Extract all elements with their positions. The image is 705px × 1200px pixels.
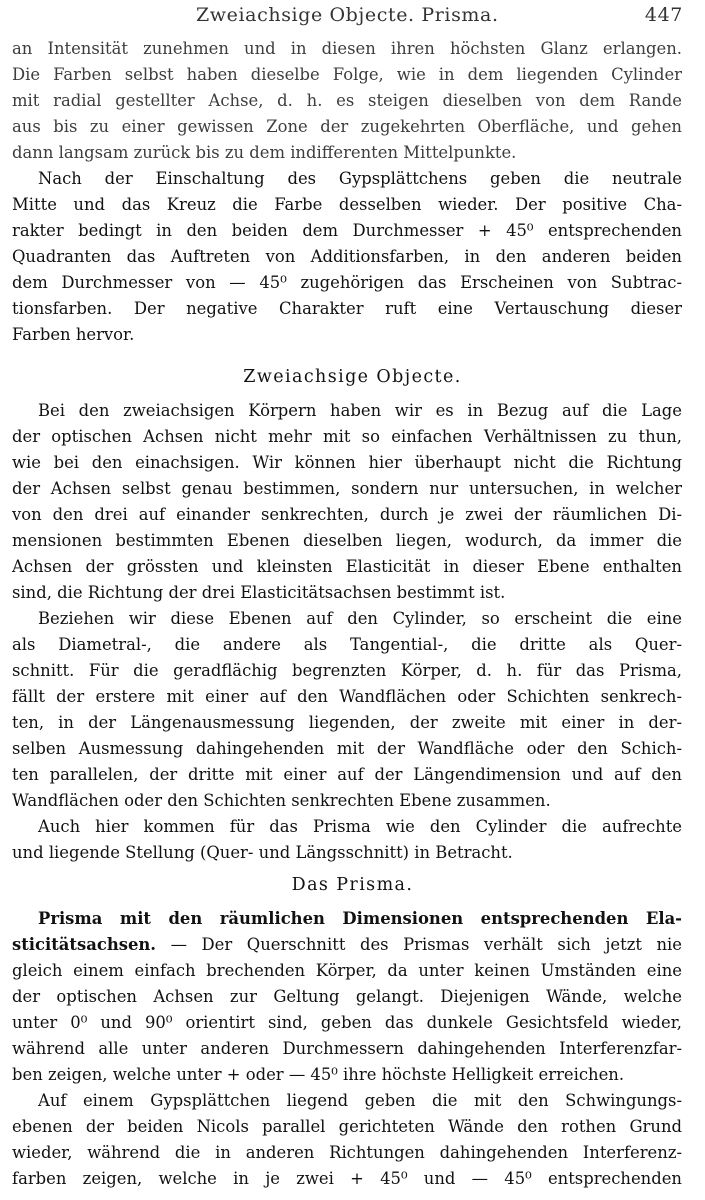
text-line: Quadranten das Auftreten von Additionsfarben, in den anderen beiden xyxy=(12,247,682,266)
text-line: Nach der Einschaltung des Gypsplättchens geben die neutrale xyxy=(38,169,682,188)
paragraph-biaxial-bodies xyxy=(12,398,682,606)
text-line: mensionen bestimmten Ebenen dieselben liegen, wodurch, da immer die xyxy=(12,531,682,550)
text-line: gleich einem einfach brechenden Körper, da unter keinen Umständen eine xyxy=(12,961,682,980)
running-title: Zweiachsige Objecte. Prisma. xyxy=(196,4,499,26)
text-line: ten parallelen, der dritte mit einer auf der Längendimension und auf den xyxy=(12,765,682,784)
text-line: wie bei den einachsigen. Wir können hier überhaupt nicht die Richtung xyxy=(12,453,682,472)
text-line: Auch hier kommen für das Prisma wie den Cylinder die aufrechte xyxy=(38,817,682,836)
text-line: von den drei auf einander senkrechten, durch je zwei der räumlichen Di- xyxy=(12,505,682,524)
text-line xyxy=(12,932,682,958)
paragraph-continuation xyxy=(12,36,682,166)
text-line: Achsen der grössten und kleinsten Elasticität in dieser Ebene enthalten xyxy=(12,557,682,576)
text-line: ben zeigen, welche unter + oder — 45⁰ ihre höchste Helligkeit erreichen. xyxy=(12,1065,625,1084)
paragraph-prism-dimensions xyxy=(12,906,682,1088)
page-number: 447 xyxy=(644,4,683,26)
text-line: der optischen Achsen nicht mehr mit so einfachen Verhältnissen zu thun, xyxy=(12,427,682,446)
text-line: rakter bedingt in den beiden dem Durchmesser + 45⁰ entsprechenden xyxy=(12,221,682,240)
text-line: als Diametral-, die andere als Tangential-, die dritte als Quer- xyxy=(12,635,682,654)
text-line: der Achsen selbst genau bestimmen, sondern nur untersuchen, in welcher xyxy=(12,479,682,498)
text-line: schnitt. Für die geradflächig begrenzten Körper, d. h. für das Prisma, xyxy=(12,661,682,680)
text-line: fällt der erstere mit einer auf den Wandflächen oder Schichten senkrech- xyxy=(12,687,682,706)
paragraph-on-gypsum-plate xyxy=(12,1088,682,1192)
text-line: tionsfarben. Der negative Charakter ruft eine Vertauschung dieser xyxy=(12,299,682,318)
text-line: ebenen der beiden Nicols parallel gerichteten Wände den rothen Grund xyxy=(12,1117,682,1136)
text-line: unter 0⁰ und 90⁰ orientirt sind, geben das dunkele Gesichtsfeld wieder, xyxy=(12,1013,682,1032)
text-line: Die Farben selbst haben dieselbe Folge, wie in dem liegenden Cylinder xyxy=(12,65,682,84)
text-line: mit radial gestellter Achse, d. h. es steigen dieselben von dem Rande xyxy=(12,91,682,110)
text-line: während alle unter anderen Durchmessern dahingehenden Interferenzfar- xyxy=(12,1039,682,1058)
section-heading-prism: Das Prisma. xyxy=(291,875,414,895)
paragraph-planes-cylinder xyxy=(12,606,682,814)
text-line: aus bis zu einer gewissen Zone der zugekehrten Oberfläche, und gehen xyxy=(12,117,682,136)
text-line: Bei den zweiachsigen Körpern haben wir es in Bezug auf die Lage xyxy=(38,401,682,420)
paragraph-also-here xyxy=(12,814,682,866)
text-line: Beziehen wir diese Ebenen auf den Cylinder, so erscheint die eine xyxy=(38,609,682,628)
text-line: Wandflächen oder den Schichten senkrechten Ebene zusammen. xyxy=(12,791,551,810)
text-line: sind, die Richtung der drei Elasticitätsachsen bestimmt ist. xyxy=(12,583,506,602)
text-line: selben Ausmessung dahingehenden mit der Wandfläche oder den Schich- xyxy=(12,739,682,758)
text-line: dem Durchmesser von — 45⁰ zugehörigen das Erscheinen von Subtrac- xyxy=(12,273,682,292)
bold-lead-continuation: sticitätsachsen. xyxy=(12,935,157,954)
text-line-bold-lead: Prisma mit den räumlichen Dimensionen entsprechenden Ela- xyxy=(38,909,682,928)
paragraph-gypsum xyxy=(12,166,682,348)
text-line: und liegende Stellung (Quer- und Längsschnitt) in Betracht. xyxy=(12,843,513,862)
text-line: Farben hervor. xyxy=(12,325,135,344)
running-header xyxy=(0,4,705,28)
text-line: dann langsam zurück bis zu dem indifferenten Mittelpunkte. xyxy=(12,143,517,162)
text-line: Mitte und das Kreuz die Farbe desselben wieder. Der positive Cha- xyxy=(12,195,682,214)
text-line: ten, in der Längenausmessung liegenden, der zweite mit einer in der- xyxy=(12,713,682,732)
text-line: farben zeigen, welche in je zwei + 45⁰ und — 45⁰ entsprechenden xyxy=(12,1169,682,1188)
text-fragment: — Der Querschnitt des Prismas verhält sich jetzt nie xyxy=(156,935,682,954)
text-line: Auf einem Gypsplättchen liegend geben die mit den Schwingungs- xyxy=(38,1091,682,1110)
text-line: der optischen Achsen zur Geltung gelangt. Diejenigen Wände, welche xyxy=(12,987,682,1006)
text-line: an Intensität zunehmen und in diesen ihren höchsten Glanz erlangen. xyxy=(12,39,682,58)
text-line: wieder, während die in anderen Richtungen dahingehenden Interferenz- xyxy=(12,1143,682,1162)
section-heading-biaxial: Zweiachsige Objecte. xyxy=(243,367,462,387)
